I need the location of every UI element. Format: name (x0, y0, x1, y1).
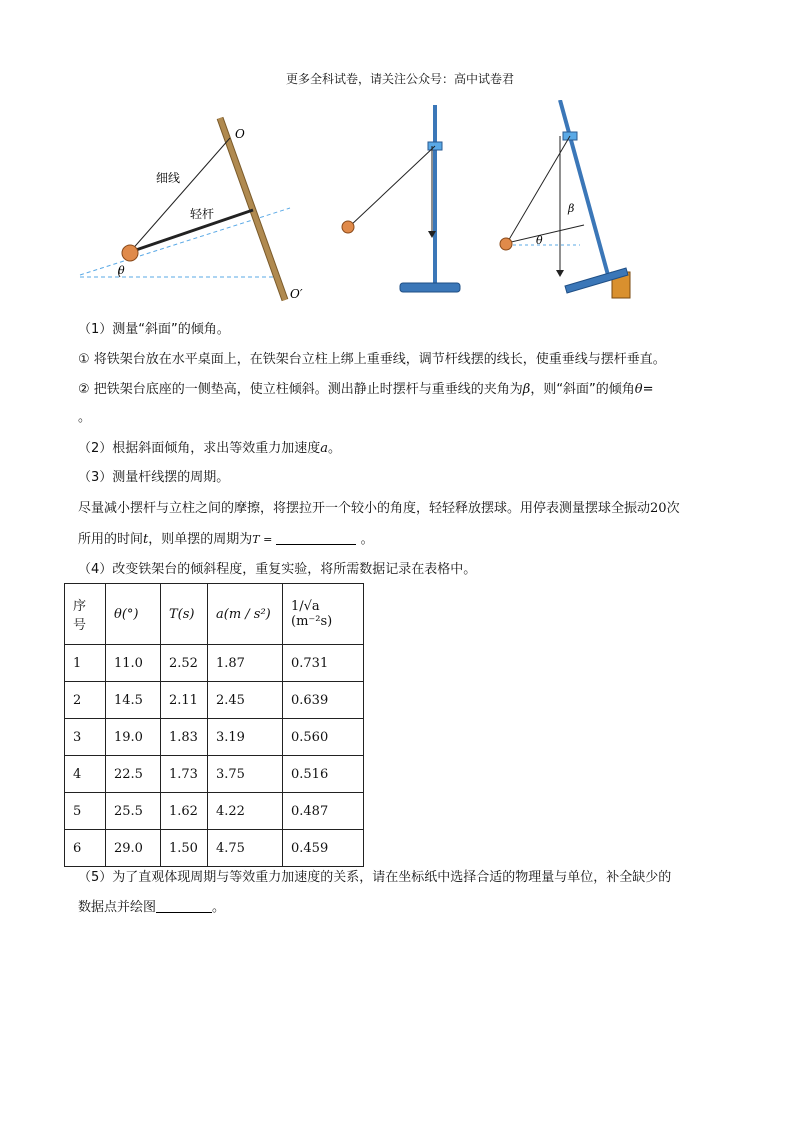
experiment-figures (60, 100, 660, 310)
para-3a: ② 把铁架台底座的一侧垫高，使立柱倾斜。测出静止时摆杆与重垂线的夹角为 (78, 382, 523, 397)
para-3 (78, 378, 758, 397)
cell: 19.0 (106, 719, 161, 756)
para-11a: 数据点并绘图 (78, 900, 157, 915)
cell: 1 (65, 645, 106, 682)
cell: 3 (65, 719, 106, 756)
cell: 29.0 (106, 830, 161, 867)
label-string: 细线 (156, 171, 181, 185)
para-3b: ，则“斜面”的倾角 (530, 382, 635, 397)
figure-diagrams (60, 100, 660, 310)
cell: 0.459 (283, 830, 364, 867)
cell: 14.5 (106, 682, 161, 719)
answer-blank-period[interactable] (276, 532, 356, 545)
cell: 0.639 (283, 682, 364, 719)
para-11b: 。 (212, 900, 226, 915)
para-7 (78, 497, 758, 516)
para-5b: 。 (328, 441, 342, 456)
cell: 25.5 (106, 793, 161, 830)
para-2: ① 将铁架台放在水平桌面上，在铁架台立柱上绑上重垂线，调节杆线摆的线长，使重垂线与摆杆垂直。 (78, 352, 666, 367)
label-beta: β (568, 202, 575, 215)
cell: 2.11 (161, 682, 208, 719)
table-row (65, 682, 364, 719)
cell: 4.22 (208, 793, 283, 830)
para-4: 。 (78, 410, 92, 425)
figure-3 (500, 100, 630, 298)
cell: 11.0 (106, 645, 161, 682)
label-theta-1: θ (118, 264, 125, 277)
cell: 1.87 (208, 645, 283, 682)
cell: 4 (65, 756, 106, 793)
cell: 3.19 (208, 719, 283, 756)
para-9: （4）改变铁架台的倾斜程度，重复实验，将所需数据记录在表格中。 (78, 562, 477, 577)
cell: 3.75 (208, 756, 283, 793)
header-period: T(s) (161, 584, 208, 645)
theta-symbol: θ (634, 382, 643, 397)
cell: 4.75 (208, 830, 283, 867)
table-row (65, 719, 364, 756)
cell: 1.50 (161, 830, 208, 867)
para-1: （1）测量“斜面”的倾角。 (78, 322, 230, 337)
t-symbol: t (143, 532, 149, 547)
para-8c: 。 (360, 532, 374, 547)
para-5a: （2）根据斜面倾角，求出等效重力加速度 (78, 441, 321, 456)
table-row (65, 756, 364, 793)
cell: 1.73 (161, 756, 208, 793)
header-inv-sqrt-a: 1/√a (m⁻²s) (283, 584, 364, 645)
a-symbol: a (320, 441, 329, 456)
cell: 0.487 (283, 793, 364, 830)
para-8 (78, 528, 758, 547)
data-table (64, 583, 364, 867)
cell: 22.5 (106, 756, 161, 793)
header-theta: θ(°) (106, 584, 161, 645)
para-7a: 尽量减小摆杆与立柱之间的摩擦，将摆拉开一个较小的角度，轻轻释放摆球。用停表测量摆球全振动 (78, 501, 651, 516)
period-symbol: T = (252, 533, 273, 546)
table-header-row (65, 584, 364, 645)
figure-1 (80, 118, 303, 301)
cell: 2.52 (161, 645, 208, 682)
cell: 2.45 (208, 682, 283, 719)
para-7b: 次 (666, 501, 680, 516)
n-value: 20 (650, 501, 667, 516)
table-row (65, 830, 364, 867)
cell: 1.62 (161, 793, 208, 830)
cell: 2 (65, 682, 106, 719)
para-11 (78, 896, 758, 915)
cell: 5 (65, 793, 106, 830)
para-10: （5）为了直观体现周期与等效重力加速度的关系，请在坐标纸中选择合适的物理量与单位，补全缺少的 (78, 870, 672, 885)
page-header: 更多全科试卷，请关注公众号：高中试卷君 (285, 72, 514, 86)
cell: 0.516 (283, 756, 364, 793)
table-row (65, 793, 364, 830)
para-8b: ，则单摆的周期为 (148, 532, 253, 547)
cell: 0.560 (283, 719, 364, 756)
label-rod: 轻杆 (190, 207, 215, 221)
cell: 0.731 (283, 645, 364, 682)
para-6: （3）测量杆线摆的周期。 (78, 470, 230, 485)
para-5 (78, 437, 758, 456)
table-row (65, 645, 364, 682)
para-8a: 所用的时间 (78, 532, 144, 547)
cell: 6 (65, 830, 106, 867)
header-index: 序号 (65, 584, 106, 645)
para-3c: = (642, 382, 654, 397)
figure-2 (342, 105, 460, 292)
cell: 1.83 (161, 719, 208, 756)
beta-symbol: β (522, 382, 531, 397)
label-theta-3: θ (536, 234, 543, 247)
header-acceleration: a(m / s²) (208, 584, 283, 645)
label-o: O (235, 127, 245, 141)
label-o-prime: O′ (290, 287, 303, 301)
answer-blank-graph[interactable] (156, 900, 212, 913)
